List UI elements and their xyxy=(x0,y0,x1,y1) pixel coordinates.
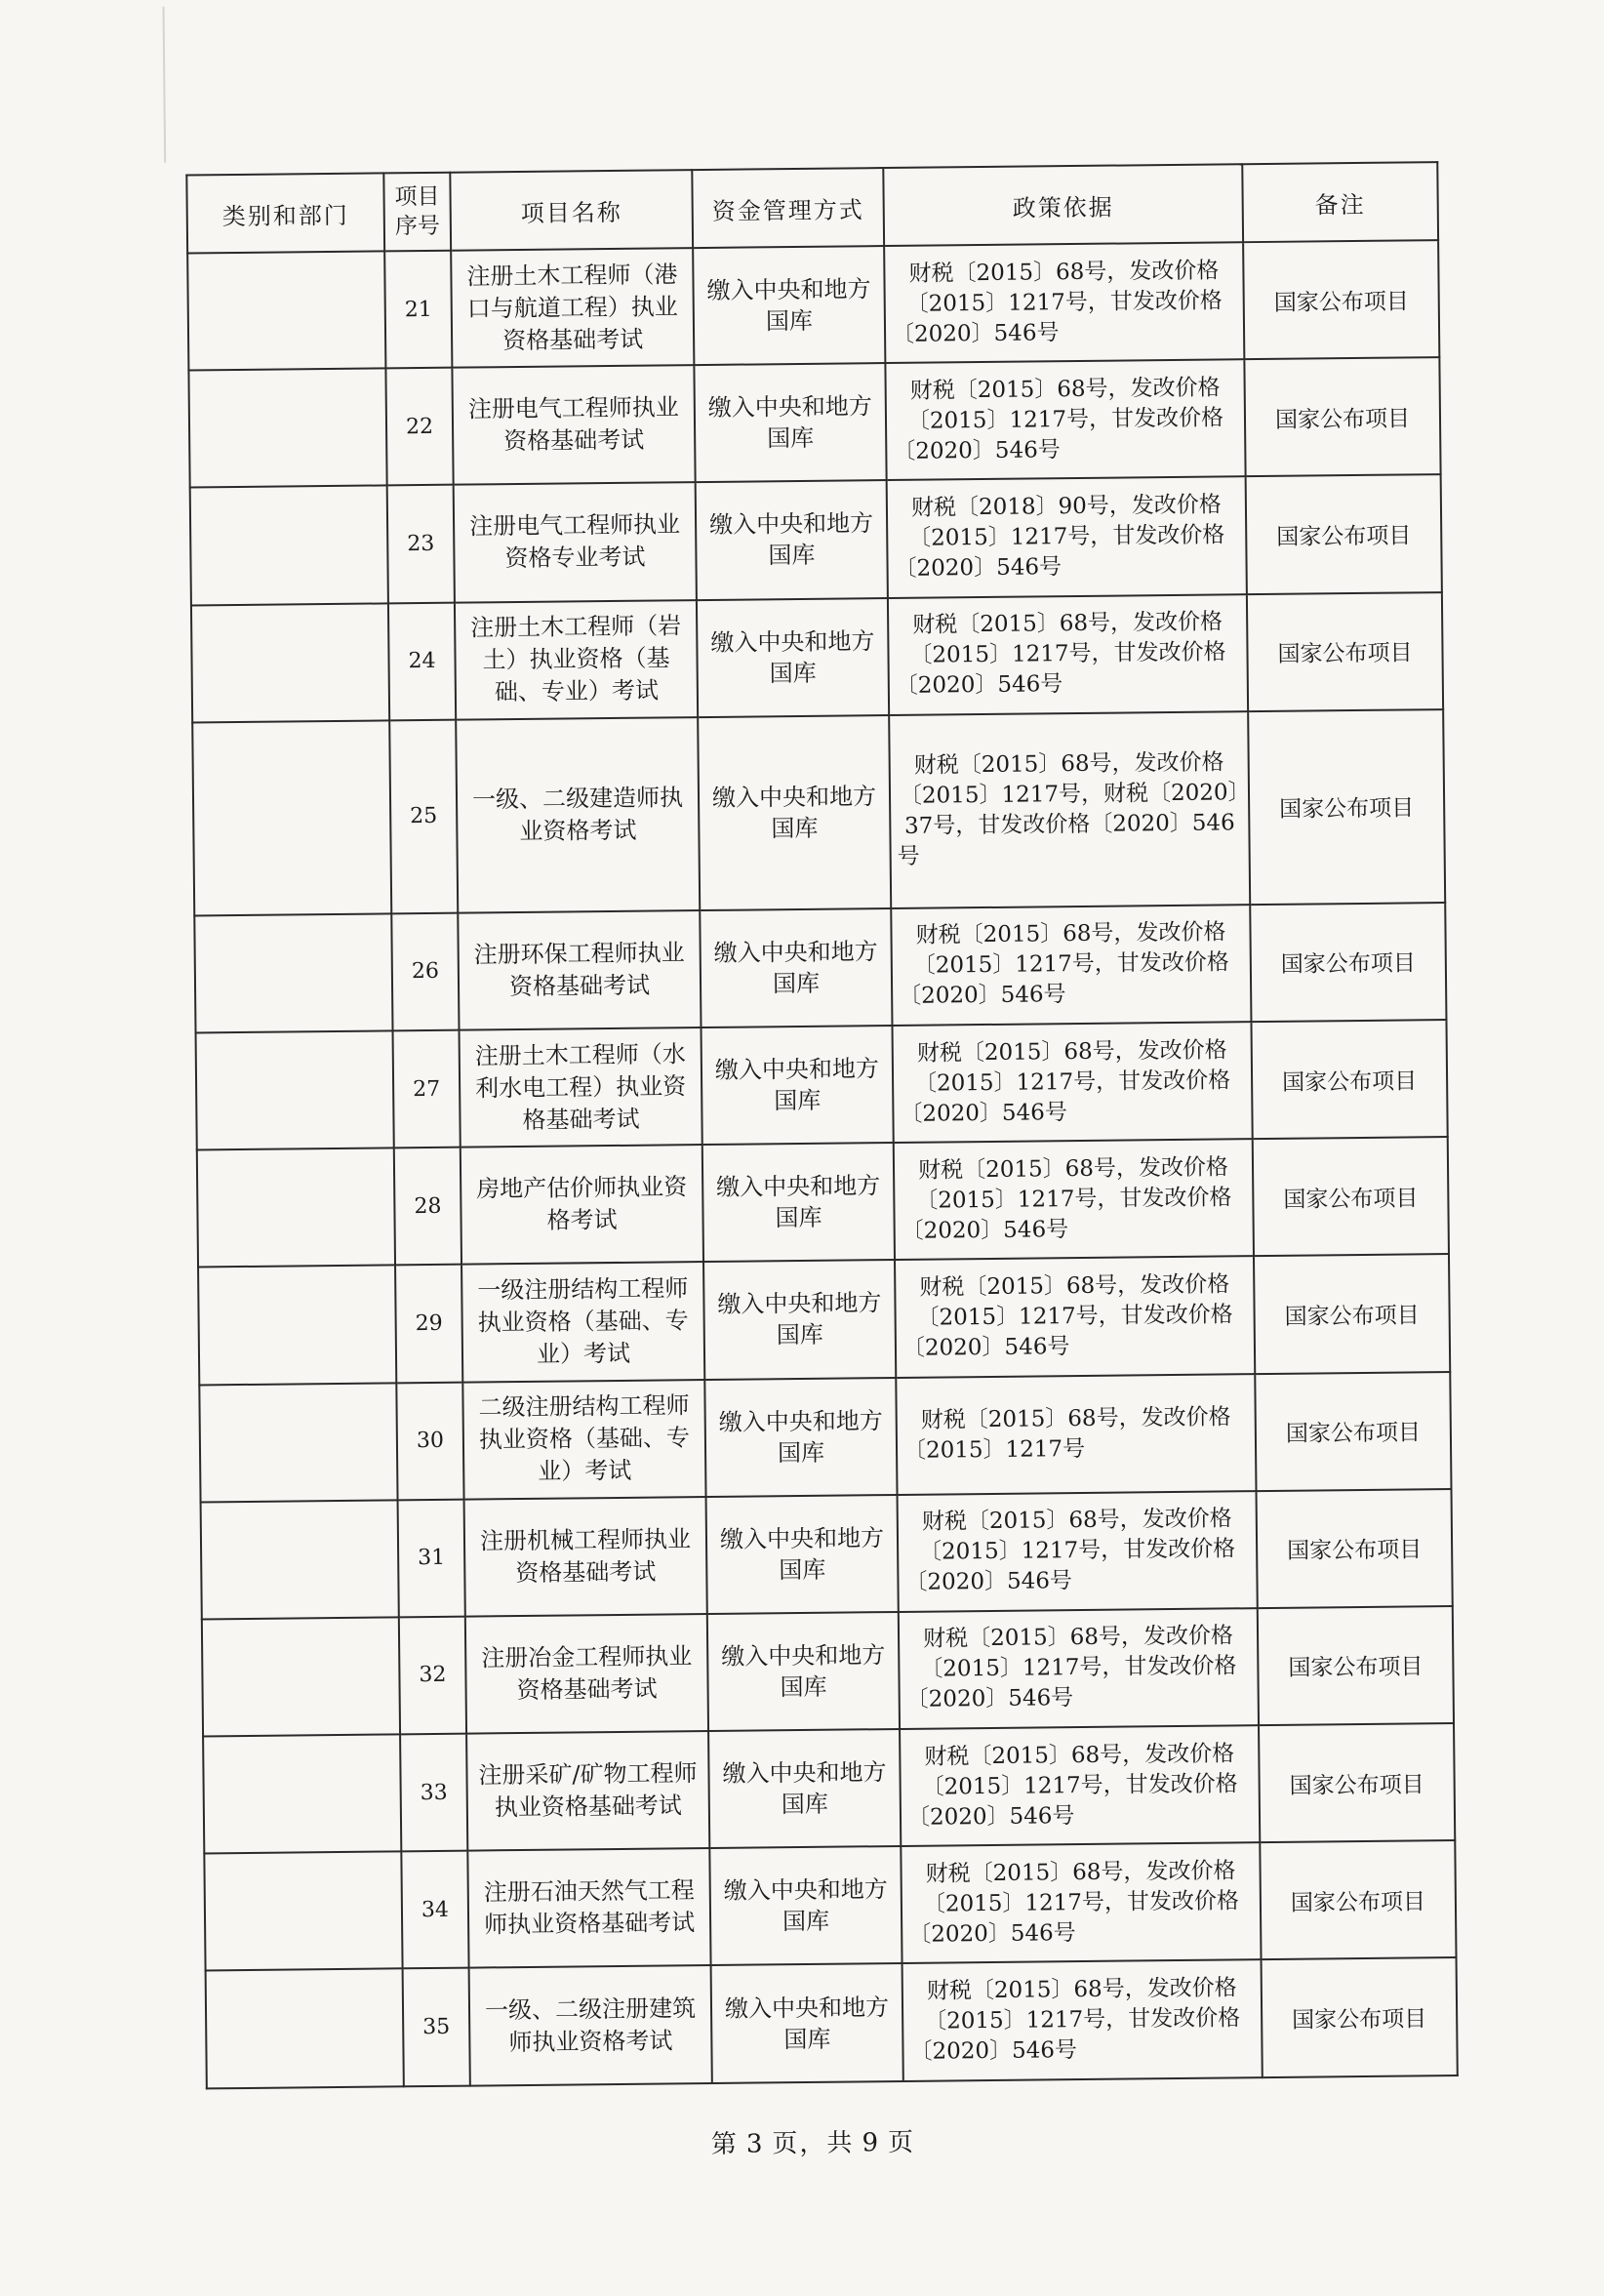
seq-cell: 29 xyxy=(395,1265,462,1383)
header-seq: 项目序号 xyxy=(383,173,451,252)
name-cell: 注册电气工程师执业资格专业考试 xyxy=(454,482,697,602)
policy-cell: 财税〔2015〕68号，发改价格〔2015〕1217号，财税〔2020〕37号，甘发改价格〔2020〕546号 xyxy=(889,711,1250,908)
page-prefix: 第 xyxy=(710,2129,740,2160)
mgmt-cell: 缴入中央和地方国库 xyxy=(693,246,885,365)
mgmt-cell: 缴入中央和地方国库 xyxy=(706,1495,899,1614)
table-row xyxy=(197,1137,1449,1268)
seq-cell: 25 xyxy=(389,719,458,913)
policy-cell: 财税〔2015〕68号，发改价格〔2015〕1217号，甘发改价格〔2020〕546号 xyxy=(891,905,1251,1026)
policy-cell: 财税〔2015〕68号，发改价格〔2015〕1217号，甘发改价格〔2020〕546号 xyxy=(885,359,1245,480)
table-row xyxy=(187,240,1439,371)
name-cell: 二级注册结构工程师执业资格（基础、专业）考试 xyxy=(462,1380,705,1500)
mgmt-cell: 缴入中央和地方国库 xyxy=(696,480,888,599)
policy-cell: 财税〔2015〕68号，发改价格〔2015〕1217号，甘发改价格〔2020〕546号 xyxy=(899,1608,1259,1729)
mgmt-cell: 缴入中央和地方国库 xyxy=(697,598,889,717)
seq-cell: 26 xyxy=(391,912,459,1030)
seq-cell: 27 xyxy=(393,1030,461,1148)
note-cell: 国家公布项目 xyxy=(1250,903,1446,1022)
mgmt-cell: 缴入中央和地方国库 xyxy=(708,1729,901,1848)
mgmt-cell: 缴入中央和地方国库 xyxy=(694,363,886,482)
category-cell xyxy=(198,1266,396,1385)
seq-cell: 33 xyxy=(400,1734,467,1852)
policy-cell: 财税〔2015〕68号，发改价格〔2015〕1217号，甘发改价格〔2020〕546号 xyxy=(894,1139,1254,1260)
policy-cell: 财税〔2018〕90号，发改价格〔2015〕1217号，甘发改价格〔2020〕546号 xyxy=(887,477,1247,598)
name-cell: 房地产估价师执业资格考试 xyxy=(461,1145,703,1265)
name-cell: 注册冶金工程师执业资格基础考试 xyxy=(465,1614,708,1734)
page-current: 3 xyxy=(745,2129,765,2159)
name-cell: 注册土木工程师（港口与航道工程）执业资格基础考试 xyxy=(451,248,694,368)
mgmt-cell: 缴入中央和地方国库 xyxy=(711,1963,903,2082)
mgmt-cell: 缴入中央和地方国库 xyxy=(709,1846,902,1965)
category-cell xyxy=(191,603,389,722)
policy-cell: 财税〔2015〕68号，发改价格〔2015〕1217号，甘发改价格〔2020〕546号 xyxy=(895,1256,1255,1377)
policy-cell: 财税〔2015〕68号，发改价格〔2015〕1217号，甘发改价格〔2020〕546号 xyxy=(902,1960,1263,2081)
seq-cell: 24 xyxy=(388,602,456,720)
table-row xyxy=(206,1957,1458,2088)
note-cell: 国家公布项目 xyxy=(1248,709,1445,905)
note-cell: 国家公布项目 xyxy=(1244,357,1440,476)
category-cell xyxy=(202,1617,400,1736)
table-row xyxy=(190,474,1442,605)
mgmt-cell: 缴入中央和地方国库 xyxy=(704,1377,897,1496)
policy-cell: 财税〔2015〕68号，发改价格〔2015〕1217号，甘发改价格〔2020〕546号 xyxy=(901,1842,1261,1963)
note-cell: 国家公布项目 xyxy=(1251,1020,1447,1139)
name-cell: 注册采矿/矿物工程师执业资格基础考试 xyxy=(466,1731,709,1851)
header-mgmt: 资金管理方式 xyxy=(692,168,884,248)
note-cell: 国家公布项目 xyxy=(1246,474,1442,593)
seq-cell: 34 xyxy=(401,1851,468,1969)
page-suffix: 页 xyxy=(887,2127,916,2158)
name-cell: 注册机械工程师执业资格基础考试 xyxy=(464,1497,707,1617)
note-cell: 国家公布项目 xyxy=(1243,240,1439,359)
seq-cell: 32 xyxy=(399,1616,466,1734)
category-cell xyxy=(188,369,386,488)
seq-cell: 22 xyxy=(385,368,453,486)
seq-cell: 21 xyxy=(384,251,452,369)
header-policy: 政策依据 xyxy=(883,164,1243,246)
note-cell: 国家公布项目 xyxy=(1253,1137,1449,1256)
seq-cell: 30 xyxy=(396,1382,463,1500)
mgmt-cell: 缴入中央和地方国库 xyxy=(702,1026,894,1145)
category-cell xyxy=(206,1969,404,2088)
category-cell xyxy=(197,1148,395,1267)
name-cell: 一级、二级注册建筑师执业资格考试 xyxy=(469,1965,712,2085)
table-row xyxy=(191,592,1443,723)
fee-items-table xyxy=(185,161,1458,2089)
header-name: 项目名称 xyxy=(450,170,693,251)
name-cell: 一级注册结构工程师执业资格（基础、专业）考试 xyxy=(461,1262,704,1382)
mgmt-cell: 缴入中央和地方国库 xyxy=(707,1612,900,1731)
page-mid: 页，共 xyxy=(772,2128,855,2159)
note-cell: 国家公布项目 xyxy=(1262,1957,1458,2076)
category-cell xyxy=(204,1852,402,1971)
table-row xyxy=(188,357,1440,488)
seq-cell: 31 xyxy=(398,1499,465,1617)
category-cell xyxy=(190,486,388,605)
seq-cell: 23 xyxy=(387,485,455,603)
mgmt-cell: 缴入中央和地方国库 xyxy=(702,1143,895,1262)
policy-cell: 财税〔2015〕68号，发改价格〔2015〕1217号，甘发改价格〔2020〕546号 xyxy=(884,242,1244,363)
table-row xyxy=(198,1254,1450,1385)
category-cell xyxy=(196,1030,394,1149)
category-cell xyxy=(187,251,385,370)
note-cell: 国家公布项目 xyxy=(1260,1840,1456,1959)
table-row xyxy=(194,903,1446,1033)
mgmt-cell: 缴入中央和地方国库 xyxy=(703,1260,896,1379)
mgmt-cell: 缴入中央和地方国库 xyxy=(698,715,891,910)
category-cell xyxy=(199,1383,397,1502)
note-cell: 国家公布项目 xyxy=(1257,1489,1453,1608)
page-total: 9 xyxy=(862,2128,881,2158)
table-row xyxy=(199,1372,1451,1503)
category-cell xyxy=(194,913,392,1032)
scan-edge-line xyxy=(163,7,167,163)
page-footer xyxy=(11,2115,1604,2167)
mgmt-cell: 缴入中央和地方国库 xyxy=(700,908,892,1027)
policy-cell: 财税〔2015〕68号，发改价格〔2015〕1217号，甘发改价格〔2020〕546号 xyxy=(892,1022,1252,1143)
note-cell: 国家公布项目 xyxy=(1259,1723,1455,1842)
table-header-row xyxy=(186,162,1438,253)
category-cell xyxy=(203,1734,401,1853)
table-row xyxy=(196,1020,1448,1150)
name-cell: 注册土木工程师（岩土）执业资格（基础、专业）考试 xyxy=(455,600,698,720)
name-cell: 注册电气工程师执业资格基础考试 xyxy=(452,365,695,485)
header-note: 备注 xyxy=(1242,162,1438,242)
note-cell: 国家公布项目 xyxy=(1255,1372,1451,1491)
policy-cell: 财税〔2015〕68号，发改价格〔2015〕1217号，甘发改价格〔2020〕546号 xyxy=(900,1725,1260,1846)
policy-cell: 财税〔2015〕68号，发改价格〔2015〕1217号，甘发改价格〔2020〕546号 xyxy=(888,594,1248,715)
note-cell: 国家公布项目 xyxy=(1247,592,1443,711)
note-cell: 国家公布项目 xyxy=(1254,1254,1450,1373)
category-cell xyxy=(201,1500,399,1619)
policy-cell: 财税〔2015〕68号，发改价格〔2015〕1217号 xyxy=(896,1374,1256,1495)
seq-cell: 35 xyxy=(403,1968,470,2086)
table-row xyxy=(204,1840,1456,1971)
name-cell: 一级、二级建造师执业资格考试 xyxy=(456,717,700,913)
note-cell: 国家公布项目 xyxy=(1258,1606,1454,1725)
category-cell xyxy=(192,720,391,915)
table-row xyxy=(203,1723,1455,1854)
name-cell: 注册石油天然气工程师执业资格基础考试 xyxy=(467,1848,710,1968)
name-cell: 注册土木工程师（水利水电工程）执业资格基础考试 xyxy=(460,1027,702,1148)
header-category: 类别和部门 xyxy=(186,173,384,253)
table-row xyxy=(202,1606,1454,1737)
table-row xyxy=(192,709,1445,915)
name-cell: 注册环保工程师执业资格基础考试 xyxy=(458,910,701,1030)
seq-cell: 28 xyxy=(394,1148,461,1266)
table-row xyxy=(201,1489,1453,1620)
policy-cell: 财税〔2015〕68号，发改价格〔2015〕1217号，甘发改价格〔2020〕546号 xyxy=(898,1491,1258,1612)
